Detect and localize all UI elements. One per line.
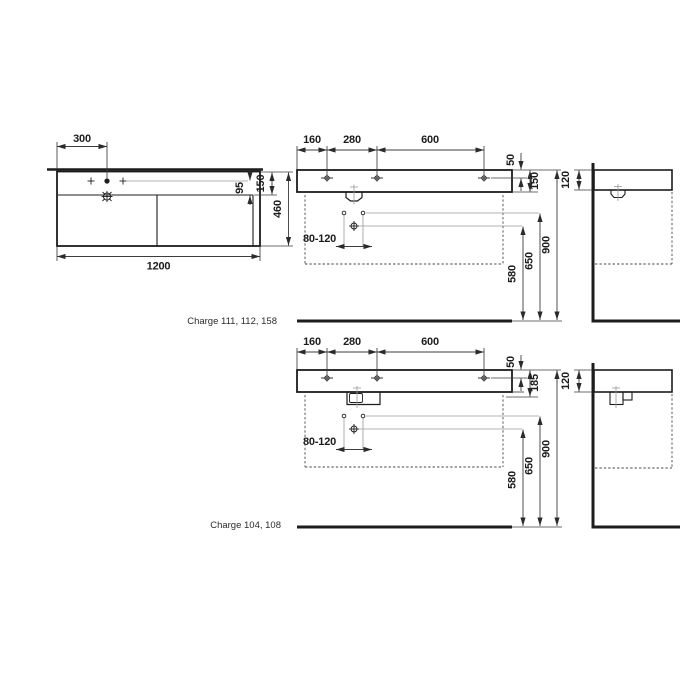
front-view-top [297, 134, 562, 321]
variant-caption-top: Charge 111, 112, 158 [187, 316, 277, 327]
dim-drain-to-floor [507, 227, 524, 321]
fixing-hole-icon [361, 414, 365, 418]
dim-label-120: 120 [560, 372, 572, 390]
dim-label-900: 900 [540, 440, 553, 458]
dim-rim-to-floor [541, 171, 558, 321]
dim-top-to-holes [505, 355, 521, 391]
dim-label-600: 600 [421, 336, 439, 348]
dim-fixing-spread [303, 233, 372, 247]
siphon-cover-profile [610, 386, 632, 408]
dim-drain-to-floor [507, 430, 524, 527]
side-view-top [560, 163, 680, 322]
basin-front-outline [297, 370, 512, 392]
dim-label-1200: 1200 [146, 260, 171, 273]
dim-front-edge-height [560, 170, 592, 190]
front-view-bottom [297, 336, 562, 527]
siphon-cover-profile [347, 386, 380, 408]
installation-zone-dashed [595, 394, 672, 468]
dim-front-edge-height [560, 370, 592, 392]
dim-label-160: 160 [303, 336, 321, 348]
waste-pipe-icon [349, 424, 359, 434]
dim-top-to-holes [505, 153, 521, 191]
side-view-bottom [560, 363, 680, 529]
dim-label-185: 185 [529, 374, 541, 392]
dim-overall-width [57, 247, 260, 273]
basin-outline [57, 172, 260, 247]
fixing-hole-icon [342, 211, 346, 215]
dim-label-580: 580 [506, 471, 519, 489]
dim-label-580: 580 [506, 265, 519, 283]
dim-label-160: 160 [303, 134, 321, 146]
dim-label-300: 300 [73, 133, 91, 145]
drain-outlet-profile [346, 185, 362, 205]
drain-outlet-profile [611, 184, 625, 201]
dim-label-120: 120 [560, 171, 572, 189]
variant-caption-bottom: Charge 104, 108 [210, 520, 281, 531]
installation-zone-dashed [305, 395, 503, 467]
dim-fixings-to-floor [524, 417, 541, 527]
fixing-hole-icon [342, 414, 346, 418]
dim-drain-offset [234, 171, 250, 205]
dim-label-150: 150 [529, 172, 541, 190]
waste-pipe-icon [349, 221, 359, 231]
faucet-hole-icon [88, 178, 127, 185]
dim-label-650: 650 [523, 457, 536, 475]
dim-label-150-plan: 150 [255, 174, 267, 193]
dim-label-460: 460 [272, 200, 284, 218]
dim-body-height [529, 371, 541, 397]
dim-label-280: 280 [343, 336, 361, 348]
fixing-hole-icon [361, 211, 365, 215]
dim-label-280: 280 [343, 134, 361, 146]
dim-label-95: 95 [234, 182, 246, 194]
dim-label-80-120: 80-120 [303, 436, 337, 448]
dim-label-600: 600 [421, 134, 439, 146]
dim-fixings-to-floor [524, 214, 541, 321]
dim-fixing-spread [303, 436, 372, 450]
dim-label-900: 900 [540, 236, 553, 254]
installation-zone-dashed [595, 192, 672, 264]
dim-rear-ledge-depth [254, 172, 293, 195]
dim-label-50: 50 [505, 356, 517, 368]
dim-label-650: 650 [523, 252, 536, 270]
basin-front-outline [297, 170, 512, 192]
plan-view [47, 133, 293, 273]
installation-zone-dashed [305, 195, 503, 264]
basin-side-outline [594, 370, 672, 392]
drain-icon [102, 191, 113, 202]
dim-label-80-120: 80-120 [303, 233, 337, 245]
dim-body-height [529, 171, 541, 192]
basin-side-outline [594, 170, 672, 190]
dim-rim-to-floor [541, 371, 558, 527]
dim-label-50: 50 [505, 154, 517, 166]
